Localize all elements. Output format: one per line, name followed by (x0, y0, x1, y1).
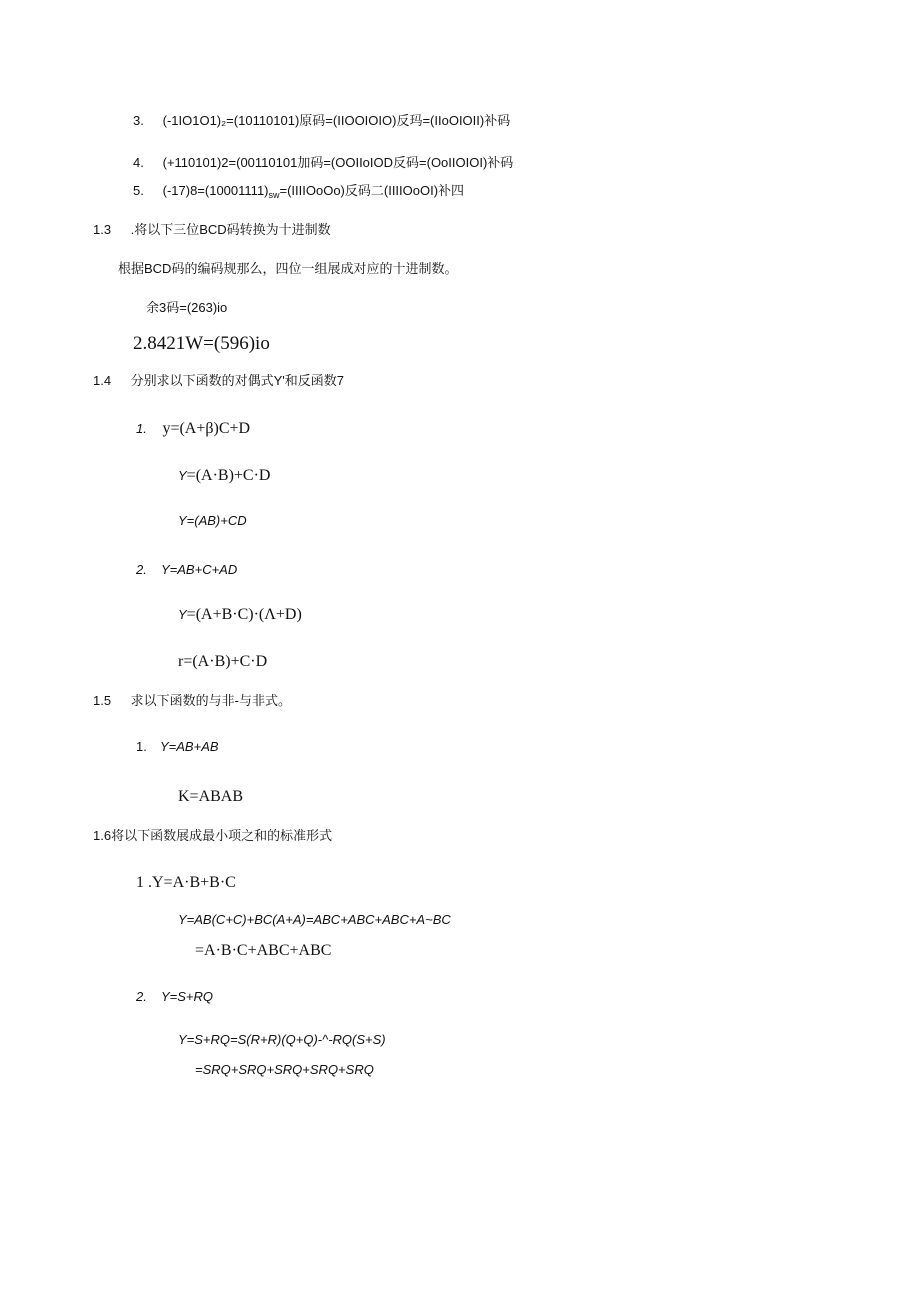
section-title: 分别求以下函数的对偶式Y'和反函数7 (130, 373, 345, 388)
item-number: 2. (136, 562, 147, 577)
function-item-2 (136, 563, 237, 576)
conversion-text: =(IIIIOoOo)反码二(IIIIOoOI)补四 (279, 183, 465, 198)
section-number: 1.3 (93, 222, 112, 237)
inverse-expression-2: r=(A·B)+C·D (178, 653, 268, 670)
expr-rhs: =(A+B·C)·(Λ+D) (186, 606, 302, 623)
section-1-4-heading (93, 374, 344, 387)
function-expression: y=(A+β)C+D (162, 420, 251, 437)
function-expression: Y=AB+C+AD (161, 562, 238, 577)
item-number: 2. (136, 989, 147, 1004)
item-number: 3. (133, 113, 144, 128)
item-number: 1. (136, 739, 147, 754)
dual-expression-1 (178, 468, 270, 484)
section-title: .将以下三位BCD码转换为十进制数 (130, 222, 331, 237)
inverse-expression-1: Y=(AB)+CD (178, 513, 247, 528)
item-number: 4. (133, 155, 144, 170)
function-expression: Y=AB+AB (160, 739, 219, 754)
nand-item-1 (136, 740, 219, 753)
subscript: sw (268, 190, 280, 200)
section-number: 1.6 (93, 828, 112, 843)
section-1-6-heading (93, 829, 332, 842)
expr-lhs: Y (178, 468, 187, 483)
function-item-1 (136, 421, 250, 437)
conversion-text: (-1IO1O1)₂=(10110101)原码=(IIOOIOIO)反玛=(IIoOIOII)补码 (162, 113, 511, 128)
expr-rhs: =(A·B)+C·D (186, 467, 271, 484)
conversion-item-4 (133, 156, 513, 169)
section-1-5-heading (93, 694, 291, 707)
excess-3-result: 余3码=(263)io (146, 300, 228, 315)
bcd-rule-text: 根据BCD码的编码规那么，四位一组展成对应的十进制数。 (118, 261, 458, 276)
expr-lhs: Y (178, 607, 187, 622)
section-title: 将以下函数展成最小项之和的标准形式 (111, 828, 333, 843)
minterm-expansion-1: Y=AB(C+C)+BC(A+A)=ABC+ABC+ABC+A~BC (178, 912, 451, 927)
conversion-text: (-17)8=(10001111) (162, 183, 269, 198)
minterm-expansion-2: Y=S+RQ=S(R+R)(Q+Q)-^-RQ(S+S) (178, 1032, 386, 1047)
item-number: 5. (133, 183, 144, 198)
section-1-3-heading (93, 223, 331, 236)
8421-result: 2.8421W=(596)io (133, 333, 270, 354)
minterm-item-1: 1 .Y=A·B+B·C (136, 874, 236, 891)
minterm-item-2 (136, 990, 213, 1003)
function-expression: Y=S+RQ (161, 989, 214, 1004)
section-number: 1.4 (93, 373, 112, 388)
conversion-text: (+110101)2=(00110101加码=(OOIIoIOD反码=(OoIIOIOI)补码 (162, 155, 514, 170)
minterm-result-2: =SRQ+SRQ+SRQ+SRQ+SRQ (195, 1062, 374, 1077)
dual-expression-2 (178, 607, 302, 623)
item-number: 1. (136, 421, 147, 436)
minterm-result-1: =A·B·C+ABC+ABC (195, 942, 332, 959)
conversion-item-3 (133, 114, 510, 127)
section-title: 求以下函数的与非-与非式。 (130, 693, 291, 708)
conversion-item-5 (133, 184, 464, 200)
section-number: 1.5 (93, 693, 112, 708)
nand-result: K=ABAB (178, 788, 244, 805)
